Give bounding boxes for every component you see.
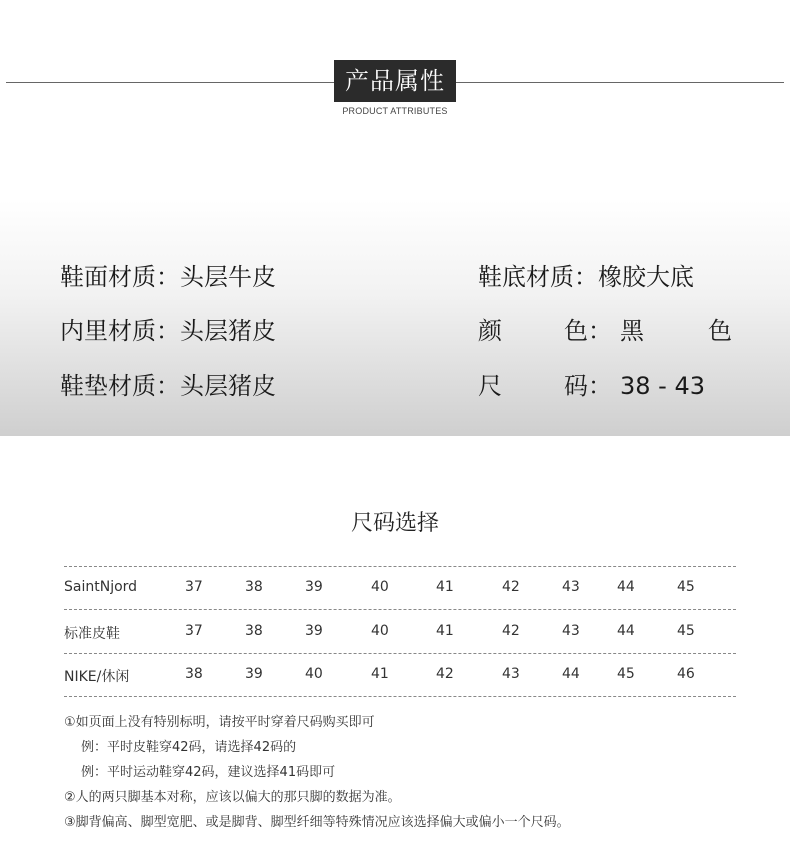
size-cell: 39	[305, 623, 323, 639]
table-row	[64, 623, 736, 643]
table-row	[64, 666, 736, 686]
size-cell: 42	[436, 666, 454, 682]
attr-lining-value: 头层猪皮	[180, 317, 276, 345]
attr-color-label-a: 颜	[478, 317, 502, 345]
table-divider	[64, 696, 736, 697]
size-cell: 40	[371, 579, 389, 595]
row-brand-label: SaintNjord	[64, 579, 138, 595]
size-cell: 37	[185, 623, 203, 639]
note-1: ①如页面上没有特别标明，请按平时穿着尺码购买即可	[64, 715, 375, 730]
attr-insole-label: 鞋垫材质：	[60, 372, 180, 400]
note-3: ③脚背偏高、脚型宽肥、或是脚背、脚型纤细等特殊情况应该选择偏大或偏小一个尺码。	[64, 815, 570, 830]
attr-upper-material	[60, 262, 276, 292]
table-divider	[64, 566, 736, 567]
size-cell: 40	[305, 666, 323, 682]
size-cell: 41	[371, 666, 389, 682]
attr-sole-material	[478, 262, 694, 292]
attr-size-value: 38 - 43	[620, 372, 705, 400]
size-cell: 40	[371, 623, 389, 639]
size-cell: 38	[245, 579, 263, 595]
section-title-product-attributes: 产品属性	[334, 60, 456, 102]
attr-sole-value: 橡胶大底	[598, 263, 694, 291]
size-cell: 38	[245, 623, 263, 639]
sizing-notes	[64, 713, 570, 838]
size-cell: 41	[436, 579, 454, 595]
row-brand-label: NIKE/休闲	[64, 669, 130, 685]
table-row	[64, 579, 736, 599]
size-cell: 42	[502, 623, 520, 639]
note-2: ②人的两只脚基本对称，应该以偏大的那只脚的数据为准。	[64, 790, 401, 805]
size-cell: 44	[617, 623, 635, 639]
attr-color-value-b: 色	[708, 317, 732, 345]
size-cell: 45	[617, 666, 635, 682]
attr-upper-value: 头层牛皮	[180, 263, 276, 291]
row-brand-label: 标准皮鞋	[64, 626, 120, 642]
size-cell: 38	[185, 666, 203, 682]
section-subtitle: PRODUCT ATTRIBUTES	[342, 106, 448, 116]
size-cell: 45	[677, 579, 695, 595]
note-1-example-2: 例：平时运动鞋穿42码，建议选择41码即可	[81, 765, 336, 780]
size-cell: 45	[677, 623, 695, 639]
attr-size-label-a: 尺	[478, 372, 502, 400]
size-cell: 39	[245, 666, 263, 682]
size-cell: 44	[617, 579, 635, 595]
size-cell: 43	[502, 666, 520, 682]
attr-insole-value: 头层猪皮	[180, 372, 276, 400]
attr-color-label-b: 色：	[564, 317, 612, 345]
attr-insole-material	[60, 371, 276, 401]
size-cell: 42	[502, 579, 520, 595]
attr-sole-label: 鞋底材质：	[478, 263, 598, 291]
size-cell: 46	[677, 666, 695, 682]
attr-color-value-a: 黑	[620, 317, 644, 345]
size-cell: 44	[562, 666, 580, 682]
attr-upper-label: 鞋面材质：	[60, 263, 180, 291]
size-cell: 41	[436, 623, 454, 639]
table-divider	[64, 609, 736, 610]
size-cell: 39	[305, 579, 323, 595]
size-selection-title: 尺码选择	[350, 511, 439, 536]
attr-size-label-b: 码：	[564, 372, 612, 400]
size-cell: 43	[562, 623, 580, 639]
attr-lining-label: 内里材质：	[60, 317, 180, 345]
size-cell: 43	[562, 579, 580, 595]
table-divider	[64, 653, 736, 654]
size-cell: 37	[185, 579, 203, 595]
note-1-example-1: 例：平时皮鞋穿42码，请选择42码的	[81, 740, 297, 755]
attr-lining-material	[60, 316, 276, 346]
